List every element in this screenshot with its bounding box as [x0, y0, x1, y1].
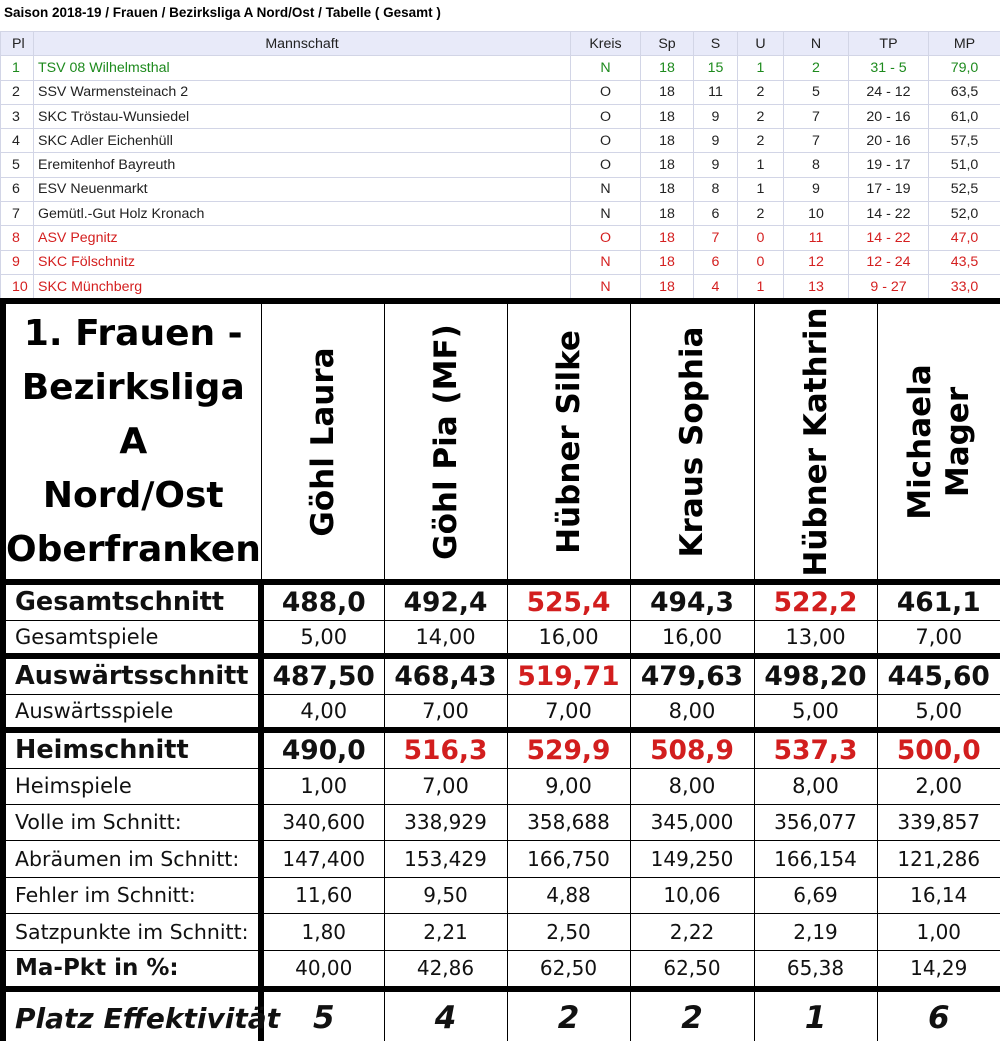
league-cell-sp: 18 [641, 177, 694, 201]
stats-value: 2,00 [877, 768, 1000, 804]
team-caption [3, 301, 261, 582]
stats-row [3, 804, 1000, 841]
stats-value: 13,00 [754, 620, 877, 656]
league-cell-mp: 43,5 [929, 250, 1000, 274]
player-name-line: Mager [939, 386, 976, 497]
stats-value: 339,857 [877, 804, 1000, 841]
team-caption-line: Nord/Ost [42, 474, 224, 516]
stats-value: 1,00 [877, 914, 1000, 951]
league-row [1, 104, 1000, 128]
stats-value: 166,750 [507, 841, 630, 878]
stats-value: 516,3 [384, 730, 507, 768]
stats-value: 147,400 [261, 841, 384, 878]
stats-value: 498,20 [754, 656, 877, 694]
league-cell-n: 2 [784, 56, 849, 80]
league-cell-s: 6 [694, 202, 738, 226]
player-stats-table [0, 298, 1000, 1041]
stats-value: 356,077 [754, 804, 877, 841]
league-row [1, 274, 1000, 298]
stats-value: 9,00 [507, 768, 630, 804]
stats-value: 445,60 [877, 656, 1000, 694]
league-cell-kreis: O [571, 104, 641, 128]
stats-row-label: Gesamtspiele [3, 620, 261, 656]
stats-row-label: Volle im Schnitt: [3, 804, 261, 841]
league-cell-pl: 6 [1, 177, 34, 201]
league-cell-u: 2 [738, 80, 784, 104]
player-name [304, 347, 342, 536]
player-name-line: Göhl Laura [304, 346, 341, 537]
stats-value: 522,2 [754, 582, 877, 620]
stats-value: 14,29 [877, 950, 1000, 989]
stats-row [3, 620, 1000, 656]
league-cell-u: 2 [738, 129, 784, 153]
league-cell-kreis: N [571, 56, 641, 80]
stats-row [3, 877, 1000, 914]
league-cell-sp: 18 [641, 202, 694, 226]
stats-value: 4 [384, 989, 507, 1041]
stats-value: 42,86 [384, 950, 507, 989]
player-column-header [384, 301, 507, 582]
league-cell-mp: 63,5 [929, 80, 1000, 104]
league-cell-sp: 18 [641, 226, 694, 250]
stats-row [3, 730, 1000, 768]
stats-value: 519,71 [507, 656, 630, 694]
league-cell-n: 12 [784, 250, 849, 274]
stats-value: 2 [630, 989, 754, 1041]
stats-row [3, 656, 1000, 694]
stats-value: 8,00 [754, 768, 877, 804]
stats-row [3, 914, 1000, 951]
league-col-header-team: Mannschaft [34, 32, 571, 56]
league-cell-u: 1 [738, 177, 784, 201]
stats-row [3, 694, 1000, 730]
stats-value: 5 [261, 989, 384, 1041]
league-cell-team: Gemütl.-Gut Holz Kronach [34, 202, 571, 226]
league-cell-u: 0 [738, 250, 784, 274]
league-cell-s: 9 [694, 104, 738, 128]
league-header-row [1, 32, 1000, 56]
stats-value: 2,50 [507, 914, 630, 951]
league-col-header-sp: Sp [641, 32, 694, 56]
league-cell-sp: 18 [641, 153, 694, 177]
league-row [1, 226, 1000, 250]
league-col-header-u: U [738, 32, 784, 56]
stats-row-label: Platz Effektivität [3, 989, 261, 1041]
player-column-header [877, 301, 1000, 582]
stats-row-label: Heimschnitt [3, 730, 261, 768]
league-cell-tp: 31 - 5 [849, 56, 929, 80]
stats-row [3, 582, 1000, 620]
stats-value: 338,929 [384, 804, 507, 841]
stats-value: 6 [877, 989, 1000, 1041]
league-cell-pl: 8 [1, 226, 34, 250]
league-cell-kreis: N [571, 274, 641, 298]
league-cell-pl: 5 [1, 153, 34, 177]
league-cell-u: 1 [738, 153, 784, 177]
league-row [1, 177, 1000, 201]
league-cell-mp: 47,0 [929, 226, 1000, 250]
stats-value: 149,250 [630, 841, 754, 878]
league-cell-mp: 61,0 [929, 104, 1000, 128]
stats-value: 492,4 [384, 582, 507, 620]
stats-value: 461,1 [877, 582, 1000, 620]
league-col-header-n: N [784, 32, 849, 56]
league-cell-team: SKC Tröstau-Wunsiedel [34, 104, 571, 128]
league-cell-s: 4 [694, 274, 738, 298]
league-cell-n: 8 [784, 153, 849, 177]
stats-row-label: Auswärtsspiele [3, 694, 261, 730]
league-cell-mp: 52,0 [929, 202, 1000, 226]
stats-value: 468,43 [384, 656, 507, 694]
league-cell-sp: 18 [641, 129, 694, 153]
league-standings-table [0, 31, 1000, 299]
stats-value: 166,154 [754, 841, 877, 878]
league-cell-mp: 52,5 [929, 177, 1000, 201]
stats-value: 65,38 [754, 950, 877, 989]
league-cell-kreis: O [571, 129, 641, 153]
league-row [1, 80, 1000, 104]
stats-value: 9,50 [384, 877, 507, 914]
stats-row [3, 989, 1000, 1041]
stats-row-label: Gesamtschnitt [3, 582, 261, 620]
league-cell-s: 9 [694, 153, 738, 177]
team-caption-line: 1. Frauen - [23, 312, 243, 354]
league-cell-team: SKC Münchberg [34, 274, 571, 298]
league-cell-u: 1 [738, 56, 784, 80]
stats-value: 153,429 [384, 841, 507, 878]
league-row [1, 153, 1000, 177]
league-col-header-pl: Pl [1, 32, 34, 56]
player-name [550, 330, 588, 554]
league-cell-pl: 9 [1, 250, 34, 274]
league-cell-s: 11 [694, 80, 738, 104]
league-col-header-mp: MP [929, 32, 1000, 56]
player-column-header [630, 301, 754, 582]
stats-value: 2,21 [384, 914, 507, 951]
league-cell-team: TSV 08 Wilhelmsthal [34, 56, 571, 80]
league-cell-kreis: O [571, 226, 641, 250]
stats-value: 8,00 [630, 694, 754, 730]
stats-value: 340,600 [261, 804, 384, 841]
league-cell-kreis: N [571, 250, 641, 274]
league-cell-pl: 10 [1, 274, 34, 298]
player-name-line: Hübner Kathrin [797, 306, 834, 577]
league-cell-tp: 17 - 19 [849, 177, 929, 201]
stats-value: 62,50 [507, 950, 630, 989]
league-cell-n: 7 [784, 104, 849, 128]
stats-value: 537,3 [754, 730, 877, 768]
league-cell-kreis: N [571, 177, 641, 201]
stats-value: 4,88 [507, 877, 630, 914]
stats-row [3, 768, 1000, 804]
league-cell-pl: 2 [1, 80, 34, 104]
stats-row-label: Fehler im Schnitt: [3, 877, 261, 914]
league-cell-n: 7 [784, 129, 849, 153]
league-cell-n: 11 [784, 226, 849, 250]
stats-row-label: Abräumen im Schnitt: [3, 841, 261, 878]
team-caption-line: Bezirksliga A [21, 366, 245, 462]
league-col-header-tp: TP [849, 32, 929, 56]
stats-value: 16,14 [877, 877, 1000, 914]
league-cell-n: 10 [784, 202, 849, 226]
stats-value: 488,0 [261, 582, 384, 620]
league-cell-team: ASV Pegnitz [34, 226, 571, 250]
league-col-header-s: S [694, 32, 738, 56]
league-cell-tp: 14 - 22 [849, 226, 929, 250]
league-col-header-kreis: Kreis [571, 32, 641, 56]
league-cell-sp: 18 [641, 56, 694, 80]
league-cell-u: 1 [738, 274, 784, 298]
league-cell-pl: 3 [1, 104, 34, 128]
league-cell-n: 13 [784, 274, 849, 298]
stats-value: 2 [507, 989, 630, 1041]
league-cell-kreis: O [571, 80, 641, 104]
league-cell-tp: 24 - 12 [849, 80, 929, 104]
stats-value: 7,00 [384, 694, 507, 730]
stats-value: 14,00 [384, 620, 507, 656]
league-cell-s: 8 [694, 177, 738, 201]
league-cell-pl: 7 [1, 202, 34, 226]
league-row [1, 202, 1000, 226]
stats-value: 490,0 [261, 730, 384, 768]
league-cell-kreis: O [571, 153, 641, 177]
stats-value: 40,00 [261, 950, 384, 989]
league-cell-u: 2 [738, 202, 784, 226]
league-row [1, 129, 1000, 153]
stats-value: 1,00 [261, 768, 384, 804]
league-cell-tp: 14 - 22 [849, 202, 929, 226]
stats-value: 2,19 [754, 914, 877, 951]
stats-row [3, 950, 1000, 989]
league-cell-mp: 33,0 [929, 274, 1000, 298]
league-cell-sp: 18 [641, 274, 694, 298]
stats-value: 10,06 [630, 877, 754, 914]
league-cell-sp: 18 [641, 80, 694, 104]
league-cell-pl: 4 [1, 129, 34, 153]
stats-value: 2,22 [630, 914, 754, 951]
league-cell-team: SKC Adler Eichenhüll [34, 129, 571, 153]
stats-value: 525,4 [507, 582, 630, 620]
stats-value: 1 [754, 989, 877, 1041]
league-cell-n: 9 [784, 177, 849, 201]
league-cell-pl: 1 [1, 56, 34, 80]
league-row [1, 250, 1000, 274]
stats-value: 7,00 [384, 768, 507, 804]
stats-value: 358,688 [507, 804, 630, 841]
player-name-line: Michaela [901, 363, 938, 520]
stats-row-label: Satzpunkte im Schnitt: [3, 914, 261, 951]
league-cell-tp: 9 - 27 [849, 274, 929, 298]
league-cell-sp: 18 [641, 104, 694, 128]
stats-row-label: Ma-Pkt in %: [3, 950, 261, 989]
stats-value: 494,3 [630, 582, 754, 620]
stats-value: 16,00 [507, 620, 630, 656]
player-name-line: Göhl Pia (MF) [427, 323, 464, 560]
player-name [901, 364, 977, 519]
league-cell-team: ESV Neuenmarkt [34, 177, 571, 201]
player-name-line: Kraus Sophia [674, 326, 710, 557]
player-column-header [261, 301, 384, 582]
player-name [673, 326, 711, 557]
league-cell-u: 0 [738, 226, 784, 250]
league-cell-team: SSV Warmensteinach 2 [34, 80, 571, 104]
league-cell-team: Eremitenhof Bayreuth [34, 153, 571, 177]
stats-header-row [3, 301, 1000, 582]
league-cell-s: 15 [694, 56, 738, 80]
league-cell-tp: 20 - 16 [849, 129, 929, 153]
stats-value: 16,00 [630, 620, 754, 656]
stats-value: 6,69 [754, 877, 877, 914]
stats-value: 5,00 [877, 694, 1000, 730]
stats-value: 121,286 [877, 841, 1000, 878]
league-cell-s: 6 [694, 250, 738, 274]
league-cell-tp: 19 - 17 [849, 153, 929, 177]
stats-row-label: Auswärtsschnitt [3, 656, 261, 694]
stats-value: 479,63 [630, 656, 754, 694]
league-cell-kreis: N [571, 202, 641, 226]
league-cell-n: 5 [784, 80, 849, 104]
league-cell-u: 2 [738, 104, 784, 128]
stats-value: 487,50 [261, 656, 384, 694]
player-name-line: Hübner Silke [550, 329, 587, 554]
stats-value: 529,9 [507, 730, 630, 768]
league-cell-sp: 18 [641, 250, 694, 274]
player-column-header [507, 301, 630, 582]
league-cell-mp: 57,5 [929, 129, 1000, 153]
stats-value: 500,0 [877, 730, 1000, 768]
stats-value: 5,00 [754, 694, 877, 730]
league-cell-team: SKC Fölschnitz [34, 250, 571, 274]
league-row [1, 56, 1000, 80]
stats-row [3, 841, 1000, 878]
page-title: Saison 2018-19 / Frauen / Bezirksliga A Nord/Ost / Tabelle ( Gesamt ) [4, 5, 441, 20]
stats-value: 4,00 [261, 694, 384, 730]
player-column-header [754, 301, 877, 582]
player-name [427, 324, 465, 560]
stats-value: 1,80 [261, 914, 384, 951]
stats-value: 7,00 [877, 620, 1000, 656]
league-cell-s: 7 [694, 226, 738, 250]
stats-row-label: Heimspiele [3, 768, 261, 804]
stats-value: 5,00 [261, 620, 384, 656]
stats-value: 8,00 [630, 768, 754, 804]
stats-value: 345,000 [630, 804, 754, 841]
league-cell-s: 9 [694, 129, 738, 153]
player-name [797, 307, 835, 576]
league-cell-tp: 12 - 24 [849, 250, 929, 274]
league-cell-mp: 79,0 [929, 56, 1000, 80]
stats-value: 508,9 [630, 730, 754, 768]
stats-value: 7,00 [507, 694, 630, 730]
team-caption-line: Oberfranken [6, 528, 261, 570]
stats-value: 11,60 [261, 877, 384, 914]
stats-value: 62,50 [630, 950, 754, 989]
league-cell-tp: 20 - 16 [849, 104, 929, 128]
league-cell-mp: 51,0 [929, 153, 1000, 177]
